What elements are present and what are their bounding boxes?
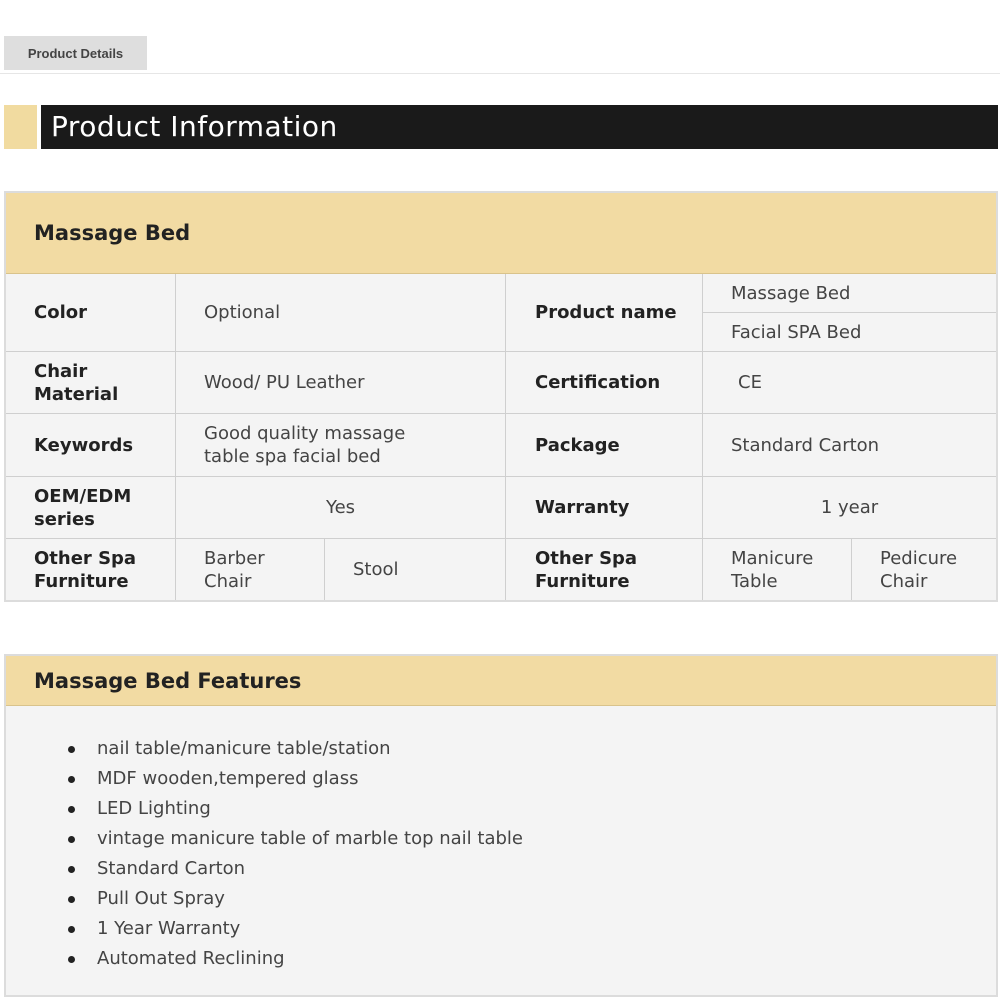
bullet-icon <box>68 926 75 933</box>
info-table-title: Massage Bed <box>34 221 191 245</box>
value-certification: CE <box>738 372 762 393</box>
list-item <box>66 884 523 914</box>
grid-line <box>702 274 703 600</box>
list-item <box>66 914 523 944</box>
label-warranty: Warranty <box>535 497 630 518</box>
section-banner <box>4 105 998 149</box>
bullet-icon <box>68 866 75 873</box>
value-barber-chair: Barber Chair <box>204 547 265 592</box>
product-info-table <box>4 191 998 602</box>
value-chair-material: Wood/ PU Leather <box>204 372 365 393</box>
label-certification: Certification <box>535 372 661 393</box>
tab-bar <box>0 0 1000 74</box>
bullet-icon <box>68 956 75 963</box>
features-list <box>66 734 523 974</box>
value-keywords: Good quality massage table spa facial bed <box>204 423 406 467</box>
label-other-spa-furniture-2: Other Spa Furniture <box>535 547 638 592</box>
value-product-name-1: Massage Bed <box>731 282 851 304</box>
banner-accent <box>4 105 37 149</box>
label-package: Package <box>535 434 620 456</box>
feature-text: Automated Reclining <box>97 948 285 969</box>
bullet-icon <box>68 836 75 843</box>
list-item <box>66 794 523 824</box>
grid-line <box>324 539 325 600</box>
feature-text: vintage manicure table of marble top nail table <box>97 828 523 849</box>
list-item <box>66 734 523 764</box>
value-pedicure-chair: Pedicure Chair <box>880 547 958 592</box>
bullet-icon <box>68 746 75 753</box>
features-header <box>6 656 996 706</box>
feature-text: MDF wooden,tempered glass <box>97 768 359 789</box>
bullet-icon <box>68 896 75 903</box>
feature-text: nail table/manicure table/station <box>97 738 391 759</box>
label-oem-series: OEM/EDM series <box>34 485 132 530</box>
bullet-icon <box>68 806 75 813</box>
label-color: Color <box>34 302 87 323</box>
list-item <box>66 854 523 884</box>
list-item <box>66 944 523 974</box>
banner-divider <box>37 105 41 149</box>
value-warranty: 1 year <box>820 497 879 518</box>
grid-line <box>505 274 506 600</box>
label-product-name: Product name <box>535 302 677 323</box>
value-color: Optional <box>204 302 281 323</box>
label-other-spa-furniture: Other Spa Furniture <box>34 547 137 592</box>
tab-product-details[interactable]: Product Details <box>4 36 147 70</box>
bullet-icon <box>68 776 75 783</box>
value-product-name-2: Facial SPA Bed <box>731 321 862 343</box>
grid-line <box>851 539 852 600</box>
value-package: Standard Carton <box>731 434 880 456</box>
features-title: Massage Bed Features <box>34 669 302 693</box>
label-keywords: Keywords <box>34 434 134 456</box>
value-manicure-table: Manicure Table <box>731 547 814 592</box>
list-item <box>66 824 523 854</box>
info-table-header <box>6 193 996 274</box>
value-oem-series: Yes <box>325 497 356 518</box>
feature-text: Pull Out Spray <box>97 888 225 909</box>
banner-title: Product Information <box>51 110 338 143</box>
label-chair-material: Chair Material <box>34 360 119 405</box>
list-item <box>66 764 523 794</box>
grid-line <box>175 274 176 600</box>
feature-text: Standard Carton <box>97 858 246 879</box>
value-stool: Stool <box>353 559 399 580</box>
feature-text: LED Lighting <box>97 798 211 819</box>
features-panel <box>4 654 998 997</box>
feature-text: 1 Year Warranty <box>97 918 241 939</box>
